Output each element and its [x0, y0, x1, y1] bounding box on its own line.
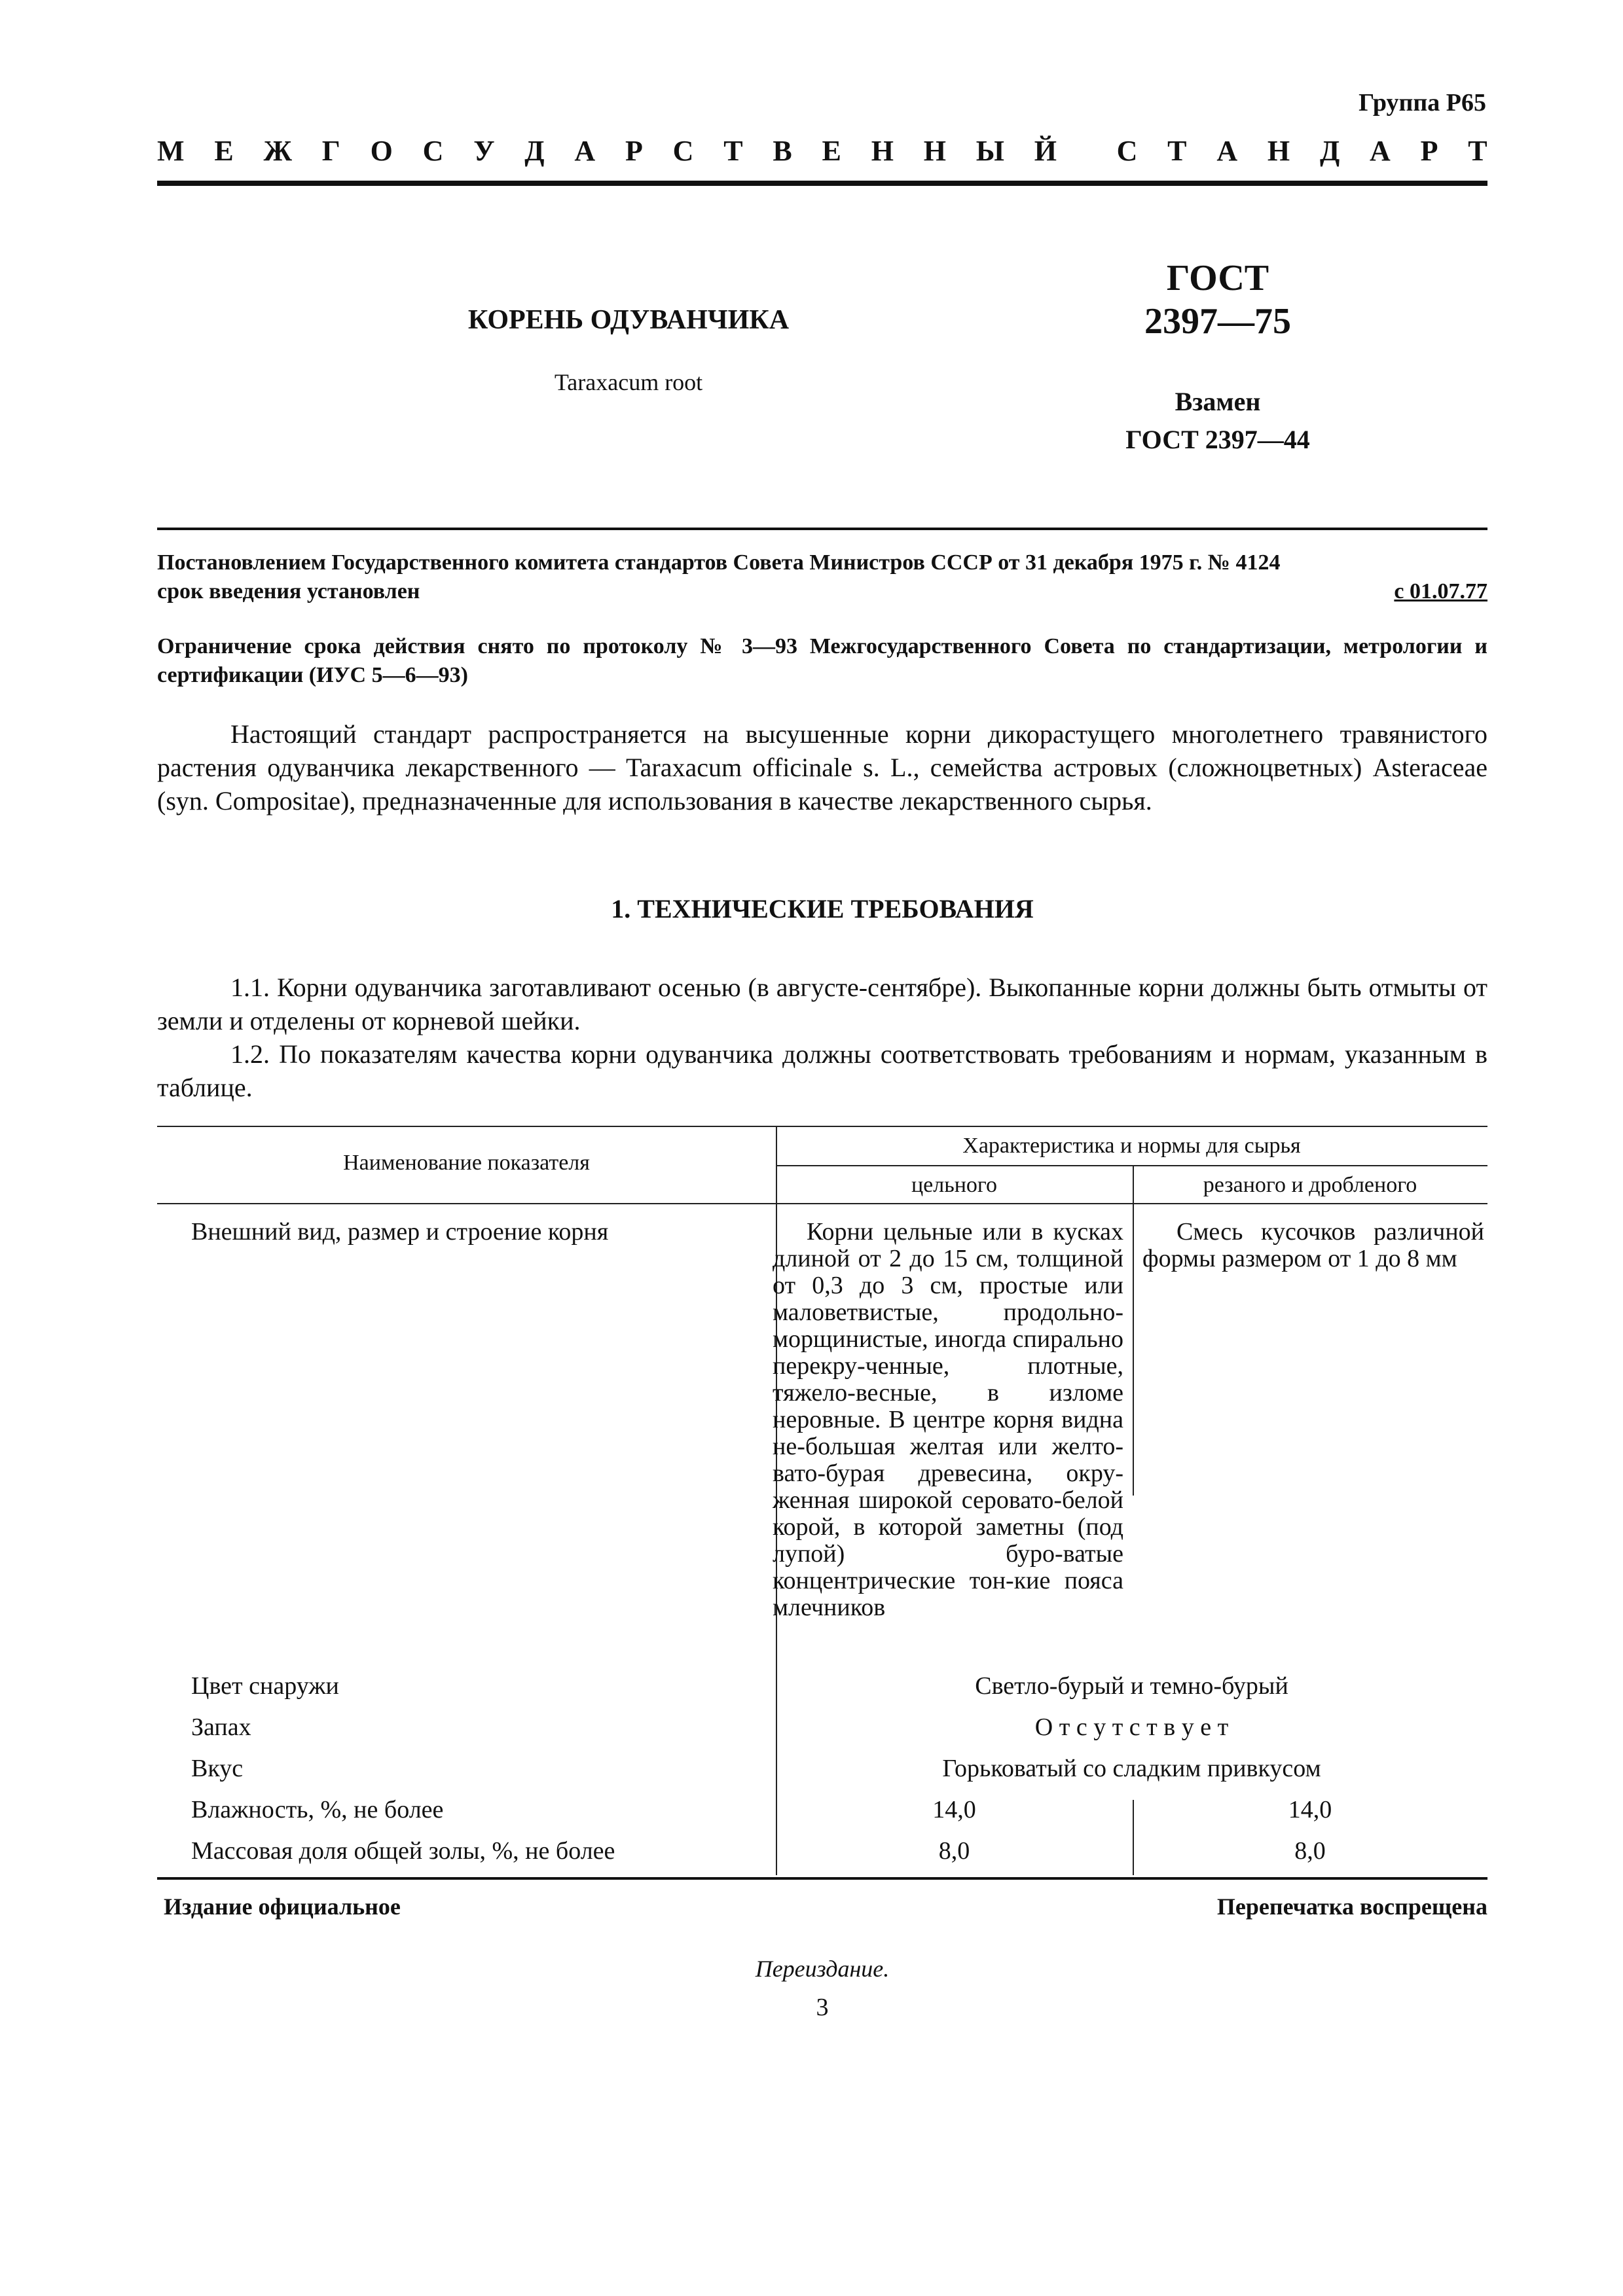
table-head-rule [157, 1203, 1487, 1204]
table-col-divider [1133, 1165, 1134, 1496]
document-title-latin: Taraxacum root [554, 369, 703, 395]
row-name-color: Цвет снаружи [191, 1672, 339, 1700]
heading-letter: Е [214, 135, 234, 167]
document-title: КОРЕНЬ ОДУВАНЧИКА [467, 305, 790, 335]
heading-letter: Ж [263, 135, 292, 167]
heading-letter: Й [1034, 135, 1057, 167]
heading-letter: Г [321, 135, 340, 167]
row-name-moisture: Влажность, %, не более [191, 1796, 444, 1823]
heading-letter: М [157, 135, 185, 167]
requirements-table [157, 1126, 1487, 1875]
header-rule [157, 181, 1487, 186]
table-top-rule [157, 1126, 1487, 1127]
gost-label: ГОСТ [1166, 258, 1269, 298]
heading-letter: А [1216, 135, 1238, 167]
cell-smell-value: О т с у т с т в у е т [1034, 1713, 1229, 1741]
heading-letter: Н [1267, 135, 1290, 167]
row-name-smell: Запах [191, 1713, 251, 1741]
replaces-block [1048, 383, 1388, 459]
intro-paragraph: Настоящий стандарт распространяется на высушенные корни дикорастущего многолетнего травянистого растения одуванчика лекарственного — Taraxacum officinale s. L., семейства астровых (сложноцветных) Asteraceae (syn. Compositae), предназначенные для использования в качестве лекарственного сырья. [157, 719, 1487, 816]
column-header-whole: цельного [911, 1173, 998, 1197]
heading-letter: Р [1420, 135, 1438, 167]
clause-1-1: 1.1. Корни одуванчика заготавливают осенью (в августе-сентябре). Выкопанные корни должны быть отмыты от земли и отделены от корневой шейки. [157, 973, 1487, 1035]
group-code: Группа Р65 [1359, 89, 1486, 117]
table-subhead-rule [776, 1165, 1487, 1166]
row-name-appearance: Внешний вид, размер и строение корня [191, 1218, 609, 1246]
limitation-note: Ограничение срока действия снято по протоколу № 3—93 Межгосударственного Совета по стандартизации, метрологии и сертификации (ИУС 5—6—93) [157, 634, 1487, 687]
heading-letter: С [1116, 135, 1138, 167]
heading-letter: Н [923, 135, 946, 167]
footer-rule [157, 1877, 1487, 1880]
heading-letter: А [1370, 135, 1391, 167]
section-heading: 1. ТЕХНИЧЕСКИЕ ТРЕБОВАНИЯ [611, 894, 1034, 924]
replaces-number: ГОСТ 2397—44 [1125, 425, 1310, 454]
cell-ash-cut: 8,0 [1294, 1837, 1326, 1865]
cell-appearance-cut: Смесь кусочков различной формы размером от 1 до 8 мм [1142, 1218, 1484, 1272]
row-name-taste: Вкус [191, 1755, 244, 1782]
heading-letter: А [574, 135, 596, 167]
gost-number: 2397—75 [1144, 301, 1291, 342]
reissue-note: Переиздание. [755, 1956, 890, 1982]
column-header-cut: резаного и дробленого [1203, 1173, 1417, 1197]
column-header-group: Характеристика и нормы для сырья [962, 1134, 1301, 1158]
replaces-label: Взамен [1175, 387, 1261, 416]
reprint-notice: Перепечатка воспрещена [1216, 1893, 1487, 1920]
heading-letter: Т [1468, 135, 1487, 167]
cell-moisture-cut: 14,0 [1288, 1796, 1332, 1823]
heading-letter: Т [723, 135, 743, 167]
page-number: 3 [816, 1994, 829, 2021]
column-header-indicator: Наименование показателя [343, 1151, 590, 1175]
heading-letter: С [422, 135, 444, 167]
heading-letter: Д [524, 135, 545, 167]
standard-type-heading [157, 134, 1487, 168]
heading-letter: Р [625, 135, 643, 167]
effective-date: с 01.07.77 [1394, 579, 1487, 603]
decree-line: Постановлением Государственного комитета стандартов Совета Министров СССР от 31 декабря 1975 г. № 4124 [157, 550, 1281, 575]
title-rule [157, 528, 1487, 530]
cell-taste-value: Горьковатый со сладким привкусом [942, 1755, 1321, 1782]
heading-letter: Е [822, 135, 841, 167]
official-edition-label: Издание официальное [164, 1893, 401, 1920]
cell-appearance-whole: Корни цельные или в кусках длиной от 2 до 15 см, толщиной от 0,3 до 3 см, простые или маловетвистые, продольно-морщинистые, иногда спирально перекру-ченные, плотные, тяжело-весные, в изломе неровные. В центре корня видна не-большая желтая или желто-вато-бурая древесина, окру-женная широкой серовато-белой корой, в которой заметны (под лупой) буро-ватые концентрические тон-кие пояса млечников [773, 1218, 1123, 1621]
heading-letter: У [473, 135, 495, 167]
heading-letter: В [773, 135, 792, 167]
heading-letter: О [370, 135, 393, 167]
heading-letter: Ы [976, 135, 1004, 167]
heading-letter: Т [1167, 135, 1187, 167]
heading-letter: Д [1319, 135, 1340, 167]
heading-letter: С [672, 135, 694, 167]
decree-block [157, 548, 1487, 606]
heading-letter: Н [871, 135, 894, 167]
cell-moisture-whole: 14,0 [932, 1796, 976, 1823]
clause-1-2: 1.2. По показателям качества корни одуванчика должны соответствовать требованиям и нормам, указанным в таблице. [157, 1039, 1487, 1102]
cell-ash-whole: 8,0 [938, 1837, 970, 1865]
cell-color-value: Светло-бурый и темно-бурый [975, 1672, 1288, 1700]
effective-label: срок введения установлен [157, 579, 420, 603]
decree-effective-row [157, 577, 1487, 606]
gost-designation [1048, 257, 1388, 343]
row-name-ash: Массовая доля общей золы, %, не более [191, 1837, 615, 1865]
